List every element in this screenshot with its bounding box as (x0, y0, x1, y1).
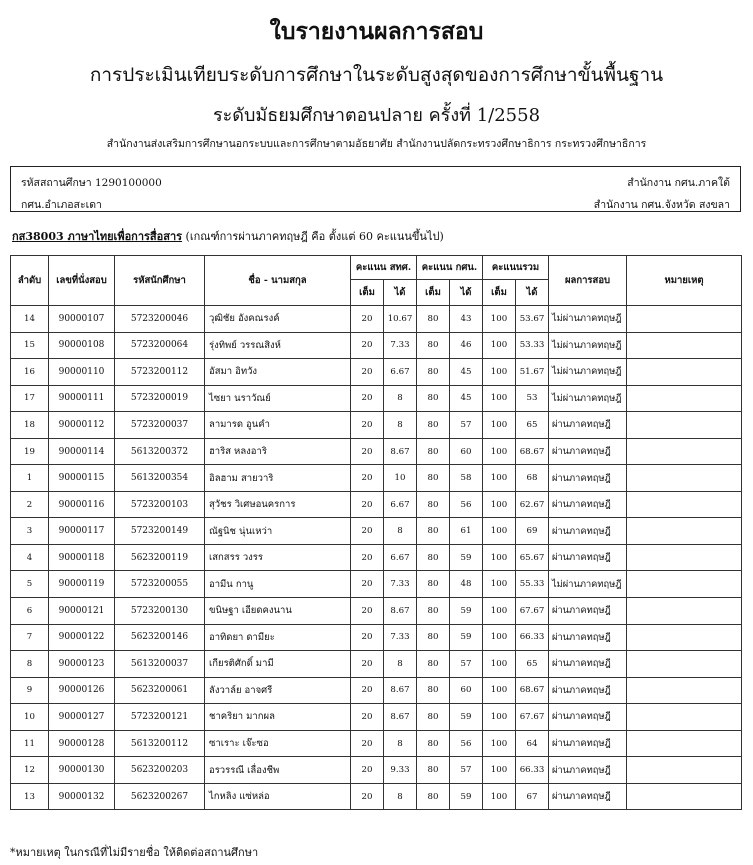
col-total-full: เต็ม (483, 280, 516, 306)
student-id: 5723200046 (115, 306, 205, 333)
table-row (11, 385, 742, 412)
exam-result: ผ่านภาคทฤษฎี (549, 783, 627, 810)
row-no: 1 (11, 465, 49, 492)
report-title: ใบรายงานผลการสอบ (269, 18, 484, 45)
remark (627, 465, 742, 492)
total-full: 100 (483, 624, 516, 651)
col-kasanor-got: ได้ (450, 280, 483, 306)
remark (627, 598, 742, 625)
group-kasanor: คะแนน กศน. (417, 256, 483, 280)
kasanor-full: 80 (417, 359, 450, 386)
student-id: 5623200146 (115, 624, 205, 651)
remark (627, 651, 742, 678)
total-full: 100 (483, 571, 516, 598)
sathat-got: 8.67 (384, 438, 417, 465)
table-row (11, 332, 742, 359)
col-sathat-got: ได้ (384, 280, 417, 306)
total-full: 100 (483, 598, 516, 625)
row-no: 17 (11, 385, 49, 412)
col-remark: หมายเหตุ (627, 256, 742, 306)
table-row (11, 677, 742, 704)
table-row (11, 491, 742, 518)
total-got: 68.67 (516, 677, 549, 704)
col-kasanor-full: เต็ม (417, 280, 450, 306)
total-full: 100 (483, 412, 516, 439)
total-full: 100 (483, 730, 516, 757)
total-got: 68.67 (516, 438, 549, 465)
col-sathat-full: เต็ม (351, 280, 384, 306)
student-id: 5723200037 (115, 412, 205, 439)
kasanor-full: 80 (417, 491, 450, 518)
table-row (11, 465, 742, 492)
col-name: ชื่อ - นามสกุล (205, 256, 351, 306)
exam-result: ผ่านภาคทฤษฎี (549, 465, 627, 492)
col-seat: เลขที่นั่งสอบ (49, 256, 115, 306)
student-id: 5723200055 (115, 571, 205, 598)
student-name: ณัฐนิช นุ่นเหว่า (205, 518, 351, 545)
exam-result: ผ่านภาคทฤษฎี (549, 651, 627, 678)
kasanor-full: 80 (417, 518, 450, 545)
sathat-got: 9.33 (384, 757, 417, 784)
kasanor-got: 56 (450, 491, 483, 518)
sathat-got: 6.67 (384, 491, 417, 518)
col-student-id: รหัสนักศึกษา (115, 256, 205, 306)
sathat-got: 7.33 (384, 332, 417, 359)
sathat-full: 20 (351, 332, 384, 359)
table-row (11, 730, 742, 757)
seat-no: 90000116 (49, 491, 115, 518)
exam-result: ผ่านภาคทฤษฎี (549, 491, 627, 518)
kasanor-full: 80 (417, 757, 450, 784)
kasanor-got: 59 (450, 544, 483, 571)
exam-result: ผ่านภาคทฤษฎี (549, 598, 627, 625)
remark (627, 332, 742, 359)
kasanor-got: 45 (450, 359, 483, 386)
region-office: สำนักงาน กศน.ภาคใต้ (627, 177, 730, 189)
kasanor-full: 80 (417, 571, 450, 598)
student-name: รุ่งทิพย์ วรรณสิงห์ (205, 332, 351, 359)
row-no: 13 (11, 783, 49, 810)
kasanor-full: 80 (417, 385, 450, 412)
sathat-got: 7.33 (384, 571, 417, 598)
student-name: อรวรรณี เลื่องชีพ (205, 757, 351, 784)
student-id: 5723200149 (115, 518, 205, 545)
sathat-got: 8 (384, 651, 417, 678)
kasanor-full: 80 (417, 704, 450, 731)
total-got: 55.33 (516, 571, 549, 598)
sathat-full: 20 (351, 651, 384, 678)
remark (627, 624, 742, 651)
student-id: 5723200064 (115, 332, 205, 359)
total-got: 53.67 (516, 306, 549, 333)
table-row (11, 359, 742, 386)
remark (627, 757, 742, 784)
row-no: 2 (11, 491, 49, 518)
row-no: 10 (11, 704, 49, 731)
kasanor-full: 80 (417, 412, 450, 439)
remark (627, 438, 742, 465)
sathat-got: 6.67 (384, 359, 417, 386)
sathat-full: 20 (351, 438, 384, 465)
sathat-full: 20 (351, 465, 384, 492)
row-no: 16 (11, 359, 49, 386)
remark (627, 571, 742, 598)
kasanor-got: 60 (450, 677, 483, 704)
sathat-got: 10 (384, 465, 417, 492)
sathat-full: 20 (351, 730, 384, 757)
sathat-full: 20 (351, 385, 384, 412)
sathat-got: 8 (384, 518, 417, 545)
sathat-full: 20 (351, 704, 384, 731)
seat-no: 90000123 (49, 651, 115, 678)
student-id: 5613200354 (115, 465, 205, 492)
table-row (11, 783, 742, 810)
remark (627, 412, 742, 439)
row-no: 19 (11, 438, 49, 465)
table-row (11, 598, 742, 625)
seat-no: 90000130 (49, 757, 115, 784)
results-table (10, 255, 742, 810)
total-got: 66.33 (516, 757, 549, 784)
kasanor-full: 80 (417, 306, 450, 333)
remark (627, 385, 742, 412)
total-full: 100 (483, 677, 516, 704)
sathat-full: 20 (351, 518, 384, 545)
table-row (11, 438, 742, 465)
province-office: สำนักงาน กศน.จังหวัด สงขลา (593, 199, 730, 211)
kasanor-got: 57 (450, 651, 483, 678)
total-got: 66.33 (516, 624, 549, 651)
student-id: 5623200119 (115, 544, 205, 571)
exam-result: ผ่านภาคทฤษฎี (549, 544, 627, 571)
remark (627, 704, 742, 731)
sathat-full: 20 (351, 624, 384, 651)
sathat-got: 8.67 (384, 704, 417, 731)
total-full: 100 (483, 385, 516, 412)
seat-no: 90000126 (49, 677, 115, 704)
row-no: 14 (11, 306, 49, 333)
total-full: 100 (483, 491, 516, 518)
table-row (11, 757, 742, 784)
subject-code-name: กส38003 ภาษาไทยเพื่อการสื่อสาร (12, 230, 183, 243)
kasanor-full: 80 (417, 465, 450, 492)
row-no: 11 (11, 730, 49, 757)
seat-no: 90000115 (49, 465, 115, 492)
total-full: 100 (483, 544, 516, 571)
kasanor-full: 80 (417, 544, 450, 571)
student-id: 5623200267 (115, 783, 205, 810)
total-got: 67.67 (516, 704, 549, 731)
student-name: อิลฮาม สายวาริ (205, 465, 351, 492)
table-row (11, 544, 742, 571)
sathat-full: 20 (351, 757, 384, 784)
exam-result: ผ่านภาคทฤษฎี (549, 624, 627, 651)
kasanor-full: 80 (417, 598, 450, 625)
row-no: 9 (11, 677, 49, 704)
seat-no: 90000114 (49, 438, 115, 465)
kasanor-got: 57 (450, 412, 483, 439)
kasanor-got: 60 (450, 438, 483, 465)
table-row (11, 704, 742, 731)
student-name: เกียรติศักดิ์ มามี (205, 651, 351, 678)
seat-no: 90000107 (49, 306, 115, 333)
seat-no: 90000128 (49, 730, 115, 757)
kasanor-full: 80 (417, 783, 450, 810)
group-sathat: คะแนน สทศ. (351, 256, 417, 280)
seat-no: 90000112 (49, 412, 115, 439)
sathat-full: 20 (351, 677, 384, 704)
exam-result: ไม่ผ่านภาคทฤษฎี (549, 385, 627, 412)
seat-no: 90000117 (49, 518, 115, 545)
kasanor-got: 56 (450, 730, 483, 757)
group-total: คะแนนรวม (483, 256, 549, 280)
remark (627, 783, 742, 810)
total-full: 100 (483, 704, 516, 731)
total-got: 64 (516, 730, 549, 757)
total-full: 100 (483, 306, 516, 333)
student-name: เสกสรร วงรร (205, 544, 351, 571)
kasanor-full: 80 (417, 624, 450, 651)
remark (627, 677, 742, 704)
total-full: 100 (483, 465, 516, 492)
sathat-full: 20 (351, 544, 384, 571)
sathat-full: 20 (351, 491, 384, 518)
school-info-box (10, 166, 741, 212)
student-id: 5723200019 (115, 385, 205, 412)
seat-no: 90000111 (49, 385, 115, 412)
sathat-got: 7.33 (384, 624, 417, 651)
table-row (11, 571, 742, 598)
sathat-full: 20 (351, 359, 384, 386)
seat-no: 90000121 (49, 598, 115, 625)
exam-result: ผ่านภาคทฤษฎี (549, 438, 627, 465)
sathat-full: 20 (351, 783, 384, 810)
student-name: ลามารด อูนคำ (205, 412, 351, 439)
kasanor-got: 48 (450, 571, 483, 598)
total-got: 68 (516, 465, 549, 492)
row-no: 12 (11, 757, 49, 784)
student-name: วุฒิชัย อังคณรงค์ (205, 306, 351, 333)
kasanor-full: 80 (417, 651, 450, 678)
exam-result: ไม่ผ่านภาคทฤษฎี (549, 332, 627, 359)
total-got: 65 (516, 412, 549, 439)
exam-result: ผ่านภาคทฤษฎี (549, 757, 627, 784)
table-row (11, 306, 742, 333)
agency-line: สำนักงานส่งเสริมการศึกษานอกระบบและการศึกษาตามอัธยาศัย สำนักงานปลัดกระทรวงศึกษาธิการ กระทรวงศึกษาธิการ (106, 138, 647, 150)
total-full: 100 (483, 359, 516, 386)
total-full: 100 (483, 757, 516, 784)
exam-result: ผ่านภาคทฤษฎี (549, 677, 627, 704)
table-row (11, 651, 742, 678)
row-no: 7 (11, 624, 49, 651)
total-got: 53.33 (516, 332, 549, 359)
kasanor-full: 80 (417, 438, 450, 465)
kasanor-got: 58 (450, 465, 483, 492)
table-row (11, 412, 742, 439)
kasanor-full: 80 (417, 730, 450, 757)
student-name: ขนิษฐา เอียดคงนาน (205, 598, 351, 625)
subject-line (12, 227, 444, 245)
sathat-full: 20 (351, 571, 384, 598)
kasanor-got: 59 (450, 704, 483, 731)
total-got: 65.67 (516, 544, 549, 571)
kasanor-got: 57 (450, 757, 483, 784)
sathat-got: 8 (384, 783, 417, 810)
student-id: 5723200130 (115, 598, 205, 625)
student-id: 5723200112 (115, 359, 205, 386)
seat-no: 90000119 (49, 571, 115, 598)
remark (627, 306, 742, 333)
kasanor-full: 80 (417, 332, 450, 359)
exam-result: ไม่ผ่านภาคทฤษฎี (549, 571, 627, 598)
row-no: 3 (11, 518, 49, 545)
student-name: ฮาริส หลงอาริ (205, 438, 351, 465)
row-no: 5 (11, 571, 49, 598)
row-no: 6 (11, 598, 49, 625)
kasanor-got: 43 (450, 306, 483, 333)
sathat-full: 20 (351, 598, 384, 625)
student-id: 5623200203 (115, 757, 205, 784)
seat-no: 90000132 (49, 783, 115, 810)
total-full: 100 (483, 438, 516, 465)
kasanor-got: 59 (450, 783, 483, 810)
total-full: 100 (483, 783, 516, 810)
sathat-got: 8.67 (384, 677, 417, 704)
kasanor-got: 45 (450, 385, 483, 412)
report-level: ระดับมัธยมศึกษาตอนปลาย ครั้งที่ 1/2558 (212, 105, 541, 126)
remark (627, 544, 742, 571)
student-name: ชาคริยา มากผล (205, 704, 351, 731)
col-total-got: ได้ (516, 280, 549, 306)
kasanor-got: 46 (450, 332, 483, 359)
seat-no: 90000122 (49, 624, 115, 651)
seat-no: 90000118 (49, 544, 115, 571)
remark (627, 491, 742, 518)
seat-no: 90000110 (49, 359, 115, 386)
sathat-got: 8 (384, 412, 417, 439)
sathat-got: 8 (384, 385, 417, 412)
seat-no: 90000108 (49, 332, 115, 359)
total-got: 51.67 (516, 359, 549, 386)
student-name: ไกหลิง แซ่หล่อ (205, 783, 351, 810)
student-id: 5613200372 (115, 438, 205, 465)
total-got: 65 (516, 651, 549, 678)
report-subtitle: การประเมินเทียบระดับการศึกษาในระดับสูงสุดของการศึกษาขั้นพื้นฐาน (89, 64, 664, 86)
sathat-got: 8 (384, 730, 417, 757)
student-id: 5613200037 (115, 651, 205, 678)
col-result: ผลการสอบ (549, 256, 627, 306)
total-full: 100 (483, 651, 516, 678)
sathat-got: 10.67 (384, 306, 417, 333)
total-got: 69 (516, 518, 549, 545)
student-name: ไซยา นราวัณย์ (205, 385, 351, 412)
total-full: 100 (483, 332, 516, 359)
remark (627, 359, 742, 386)
student-id: 5723200121 (115, 704, 205, 731)
sathat-got: 6.67 (384, 544, 417, 571)
total-got: 67 (516, 783, 549, 810)
total-full: 100 (483, 518, 516, 545)
school-code: รหัสสถานศึกษา 1290100000 (21, 177, 162, 189)
student-name: สุวัชร วิเศษอนครการ (205, 491, 351, 518)
kasanor-got: 59 (450, 624, 483, 651)
exam-result: ไม่ผ่านภาคทฤษฎี (549, 359, 627, 386)
student-id: 5613200112 (115, 730, 205, 757)
district-office: กศน.อำเภอสะเดา (21, 199, 102, 211)
remark (627, 518, 742, 545)
total-got: 62.67 (516, 491, 549, 518)
total-got: 67.67 (516, 598, 549, 625)
exam-result: ผ่านภาคทฤษฎี (549, 518, 627, 545)
row-no: 15 (11, 332, 49, 359)
kasanor-got: 61 (450, 518, 483, 545)
exam-result: ผ่านภาคทฤษฎี (549, 704, 627, 731)
student-id: 5623200061 (115, 677, 205, 704)
row-no: 18 (11, 412, 49, 439)
remark (627, 730, 742, 757)
student-name: อามีน กานู (205, 571, 351, 598)
exam-result: ผ่านภาคทฤษฎี (549, 412, 627, 439)
student-id: 5723200103 (115, 491, 205, 518)
col-no: ลำดับ (11, 256, 49, 306)
sathat-got: 8.67 (384, 598, 417, 625)
table-row (11, 518, 742, 545)
exam-result: ไม่ผ่านภาคทฤษฎี (549, 306, 627, 333)
exam-result: ผ่านภาคทฤษฎี (549, 730, 627, 757)
student-name: อาทิดยา ดามียะ (205, 624, 351, 651)
row-no: 8 (11, 651, 49, 678)
student-name: อัสมา อิทวัง (205, 359, 351, 386)
sathat-full: 20 (351, 412, 384, 439)
kasanor-got: 59 (450, 598, 483, 625)
row-no: 4 (11, 544, 49, 571)
sathat-full: 20 (351, 306, 384, 333)
total-got: 53 (516, 385, 549, 412)
kasanor-full: 80 (417, 677, 450, 704)
student-name: ลังวาล์ย อาจศรี (205, 677, 351, 704)
seat-no: 90000127 (49, 704, 115, 731)
footnote: *หมายเหตุ ในกรณีที่ไม่มีรายชื่อ ให้ติดต่อสถานศึกษา (10, 846, 259, 859)
table-row (11, 624, 742, 651)
student-name: ซาเราะ เจ๊ะซอ (205, 730, 351, 757)
pass-criteria: (เกณฑ์การผ่านภาคทฤษฎี คือ ตั้งแต่ 60 คะแนนขึ้นไป) (185, 230, 444, 243)
